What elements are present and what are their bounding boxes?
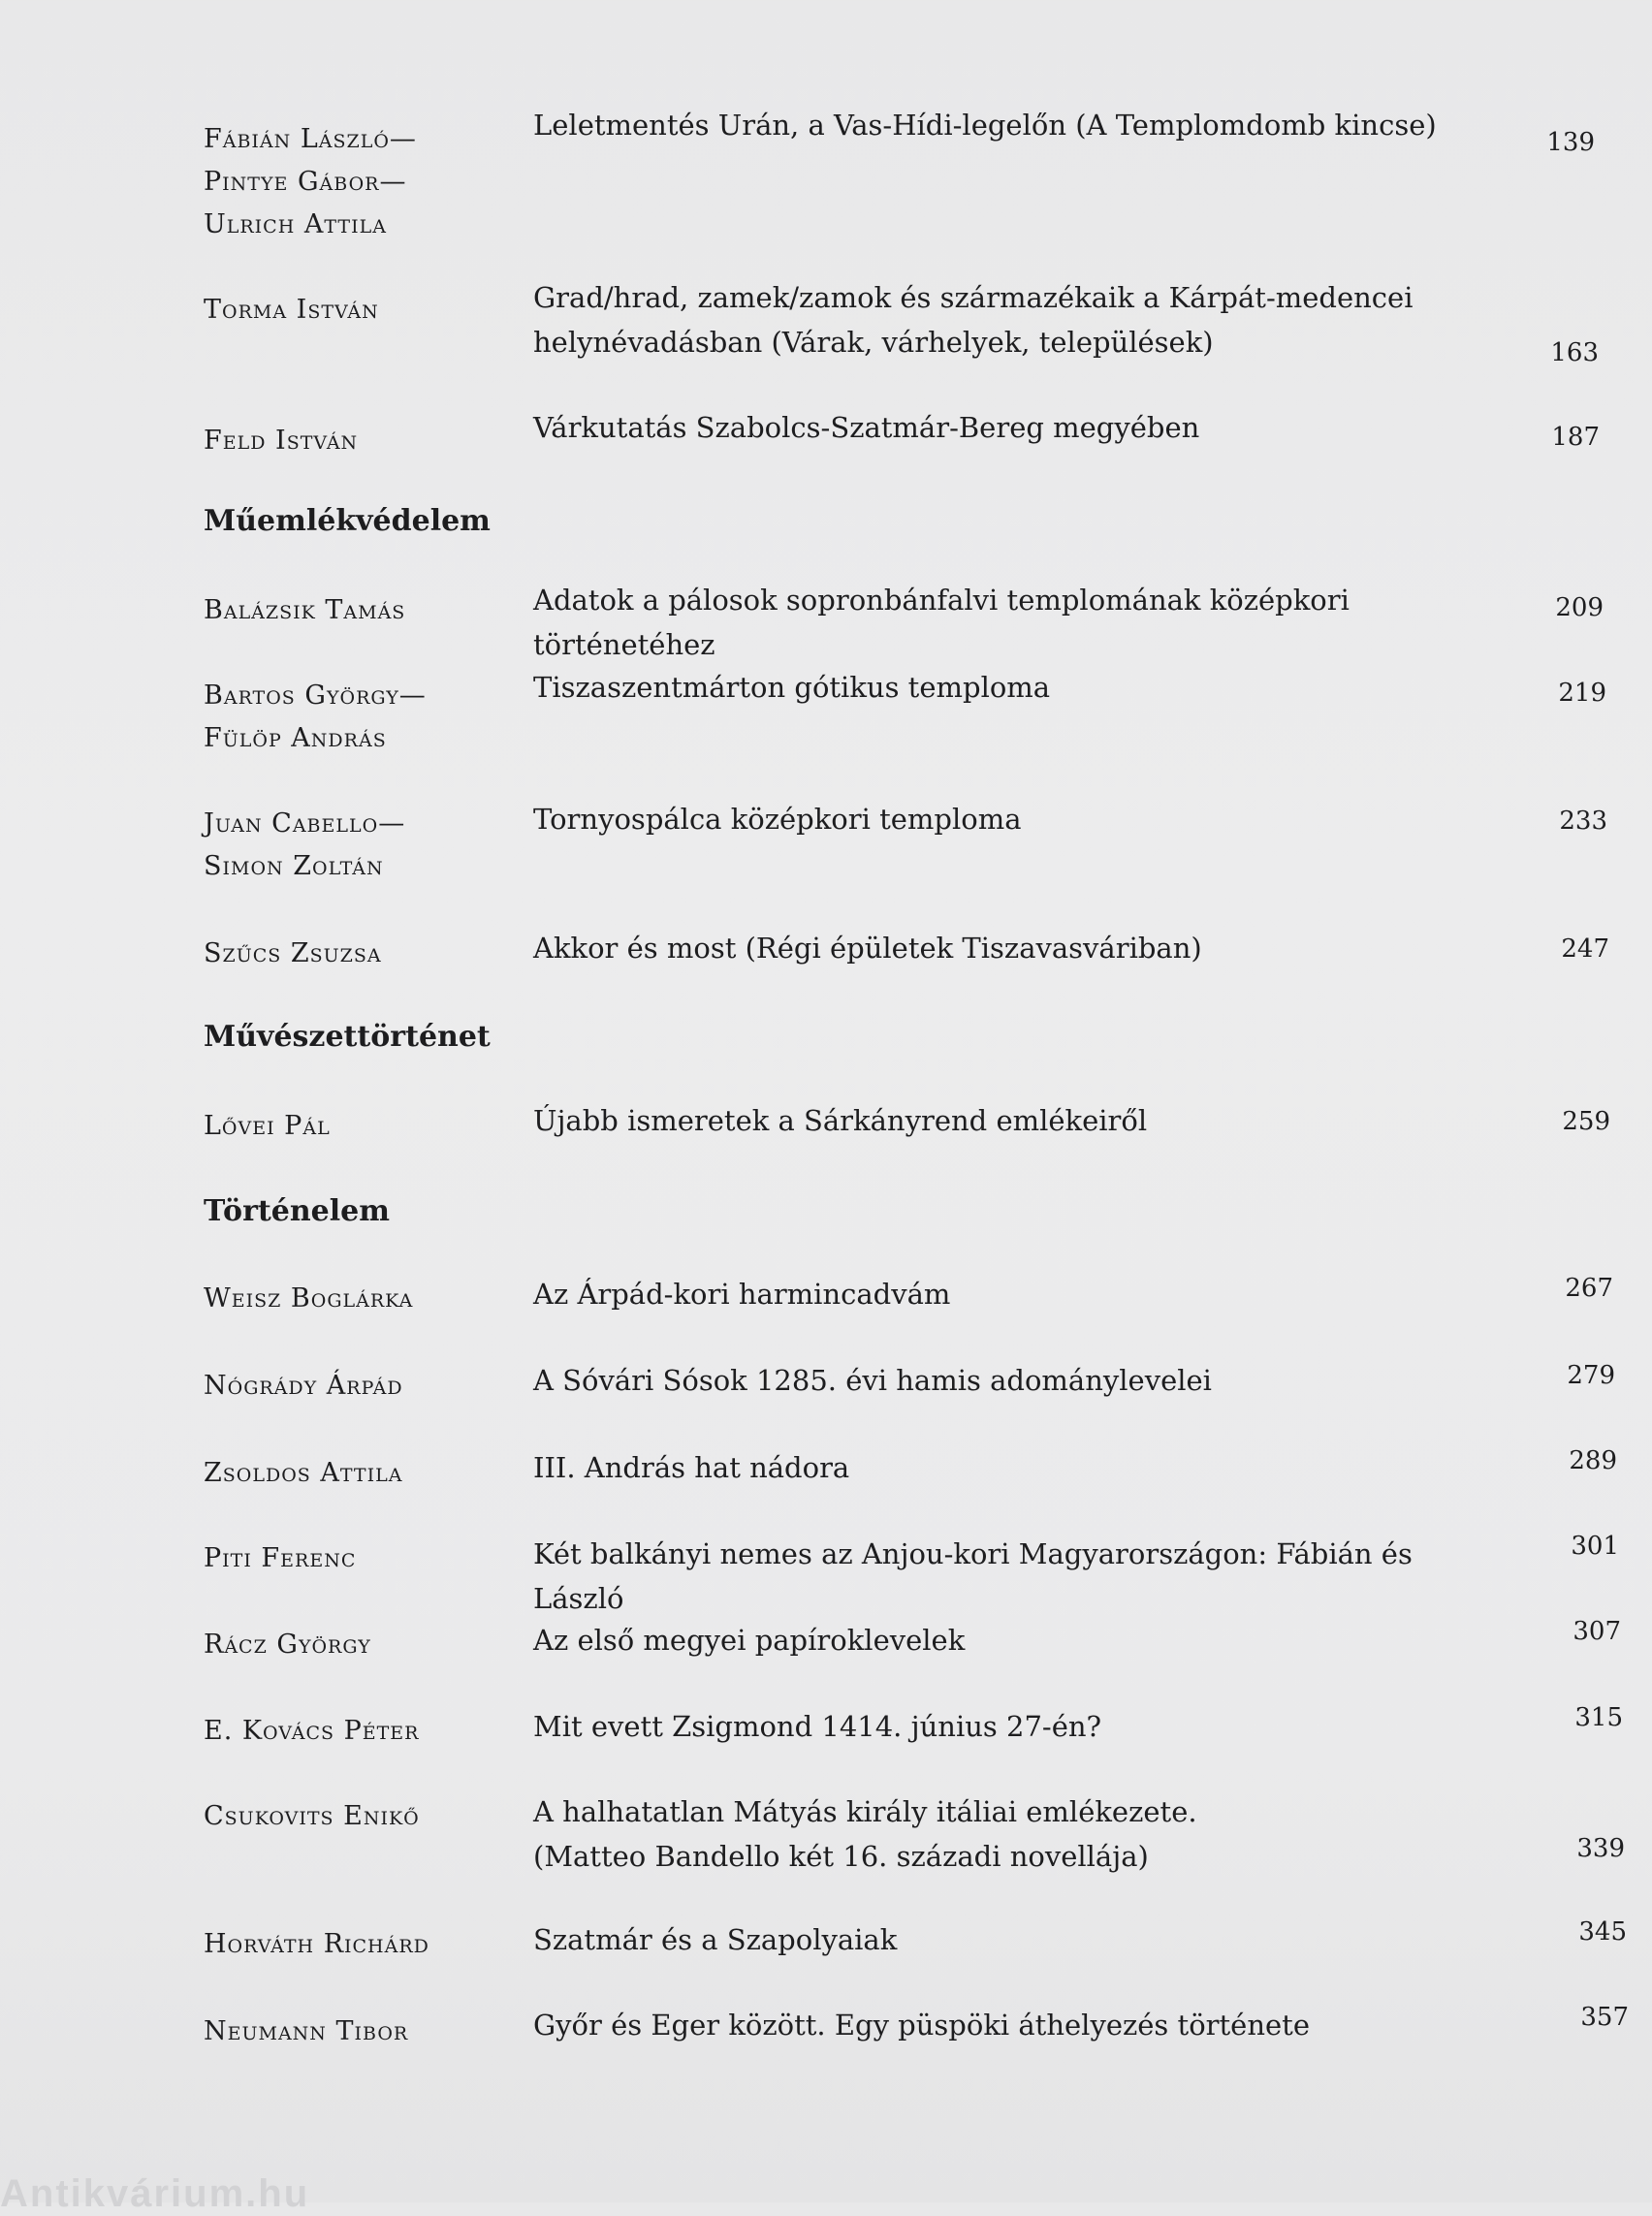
author-name: Nógrády Árpád — [204, 1371, 403, 1401]
title-line: Tiszaszentmárton gótikus temploma — [533, 671, 1051, 704]
entry-title — [533, 103, 1503, 147]
entry-authors — [204, 1105, 524, 1148]
entry-title — [533, 578, 1503, 667]
author-name: E. Kovács Péter — [204, 1716, 420, 1746]
entry-title — [533, 797, 1503, 841]
title-line: III. András hat nádora — [533, 1451, 850, 1484]
title-line: Az első megyei papíroklevelek — [533, 1624, 966, 1657]
entry-authors — [204, 933, 524, 975]
author-name: Lővei Pál — [204, 1111, 331, 1141]
entry-title — [533, 1704, 1503, 1749]
page-number: 339 — [1576, 1834, 1625, 1863]
author-name: Pintye Gábor— — [204, 167, 407, 197]
entry-authors — [204, 1452, 524, 1495]
author-name: Juan Cabello— — [204, 808, 406, 839]
entry-authors — [204, 1365, 524, 1408]
page-number: 233 — [1559, 807, 1607, 836]
title-line: Az Árpád-kori harmincadvám — [533, 1278, 951, 1311]
entry-authors — [204, 2010, 524, 2053]
author-name: Piti Ferenc — [204, 1543, 357, 1573]
page-number: 279 — [1567, 1361, 1615, 1390]
author-name: Szűcs Zsuzsa — [204, 938, 382, 968]
author-name: Fülöp András — [204, 723, 387, 753]
author-name: Fábián László— — [204, 124, 417, 154]
page-number: 315 — [1574, 1703, 1623, 1732]
entry-title — [533, 1358, 1503, 1403]
title-line: helynévadásban (Várak, várhelyek, települések) — [533, 326, 1214, 359]
entry-authors — [204, 675, 524, 760]
entry-title — [533, 665, 1503, 710]
title-line: Leletmentés Urán, a Vas-Hídi-legelőn (A Templomdomb kincse) — [533, 109, 1437, 142]
entry-title — [533, 1532, 1503, 1621]
entry-title — [533, 2003, 1503, 2047]
title-line: Akkor és most (Régi épületek Tiszavasváriban) — [533, 932, 1202, 965]
title-line: (Matteo Bandello két 16. századi novellája) — [533, 1840, 1149, 1873]
section-heading: Műemlékvédelem — [204, 504, 491, 538]
entry-title — [533, 405, 1503, 450]
entry-authors — [204, 803, 524, 888]
entry-authors — [204, 118, 524, 246]
entry-authors — [204, 1710, 524, 1753]
author-name: Horváth Richárd — [204, 1929, 429, 1959]
author-name: Zsoldos Attila — [204, 1458, 403, 1488]
author-name: Simon Zoltán — [204, 851, 384, 881]
page-number: 357 — [1580, 2003, 1629, 2032]
title-line: Tornyospálca középkori temploma — [533, 803, 1022, 836]
author-name: Balázsik Tamás — [204, 595, 406, 625]
entry-title — [533, 1098, 1503, 1143]
author-name: Neumann Tibor — [204, 2016, 409, 2046]
author-name: Torma István — [204, 295, 379, 325]
author-name: Ulrich Attila — [204, 209, 387, 239]
title-line: Mit evett Zsigmond 1414. június 27-én? — [533, 1710, 1102, 1743]
page-number: 219 — [1558, 679, 1606, 708]
entry-title — [533, 1789, 1503, 1879]
title-line: Várkutatás Szabolcs-Szatmár-Bereg megyében — [533, 411, 1200, 444]
page-number: 259 — [1562, 1107, 1610, 1136]
title-line: Győr és Eger között. Egy püspöki áthelyezés története — [533, 2009, 1310, 2042]
author-name: Bartos György— — [204, 681, 427, 711]
title-line: Adatok a pálosok sopronbánfalvi templomának középkori történetéhez — [533, 584, 1350, 661]
watermark: Antikvárium.hu — [0, 2172, 310, 2215]
author-name: Feld István — [204, 426, 359, 456]
page-number: 345 — [1578, 1917, 1627, 1947]
entry-title — [533, 926, 1503, 970]
entry-authors — [204, 289, 524, 332]
entry-authors — [204, 1537, 524, 1580]
page-number: 187 — [1551, 423, 1600, 452]
entry-authors — [204, 1278, 524, 1320]
section-heading: Történelem — [204, 1194, 390, 1228]
title-line: Két balkányi nemes az Anjou-kori Magyarországon: Fábián és László — [533, 1537, 1413, 1615]
page-number: 289 — [1569, 1446, 1617, 1475]
entry-title — [533, 1272, 1503, 1316]
entry-title — [533, 275, 1503, 364]
page-number: 307 — [1573, 1617, 1621, 1646]
entry-authors — [204, 589, 524, 632]
section-heading: Művészettörténet — [204, 1020, 491, 1054]
title-line: Grad/hrad, zamek/zamok és származékaik a Kárpát-medencei — [533, 281, 1414, 314]
title-line: A halhatatlan Mátyás király itáliai emlékezete. — [533, 1795, 1197, 1828]
entry-authors — [204, 1795, 524, 1838]
title-line: Újabb ismeretek a Sárkányrend emlékeiről — [533, 1104, 1148, 1137]
page-number: 209 — [1555, 593, 1604, 622]
entry-authors — [204, 420, 524, 462]
entry-title — [533, 1917, 1503, 1962]
entry-title — [533, 1445, 1503, 1490]
page-number: 139 — [1546, 128, 1595, 157]
page-number: 301 — [1571, 1532, 1619, 1561]
entry-title — [533, 1618, 1503, 1662]
entry-authors — [204, 1923, 524, 1966]
author-name: Rácz György — [204, 1630, 371, 1660]
title-line: A Sóvári Sósok 1285. évi hamis adománylevelei — [533, 1364, 1212, 1397]
title-line: Szatmár és a Szapolyaiak — [533, 1923, 898, 1956]
page-number: 247 — [1561, 934, 1609, 964]
entry-authors — [204, 1624, 524, 1666]
page-number: 163 — [1550, 338, 1599, 367]
page-number: 267 — [1565, 1274, 1613, 1303]
author-name: Weisz Boglárka — [204, 1283, 414, 1314]
author-name: Csukovits Enikő — [204, 1801, 420, 1831]
